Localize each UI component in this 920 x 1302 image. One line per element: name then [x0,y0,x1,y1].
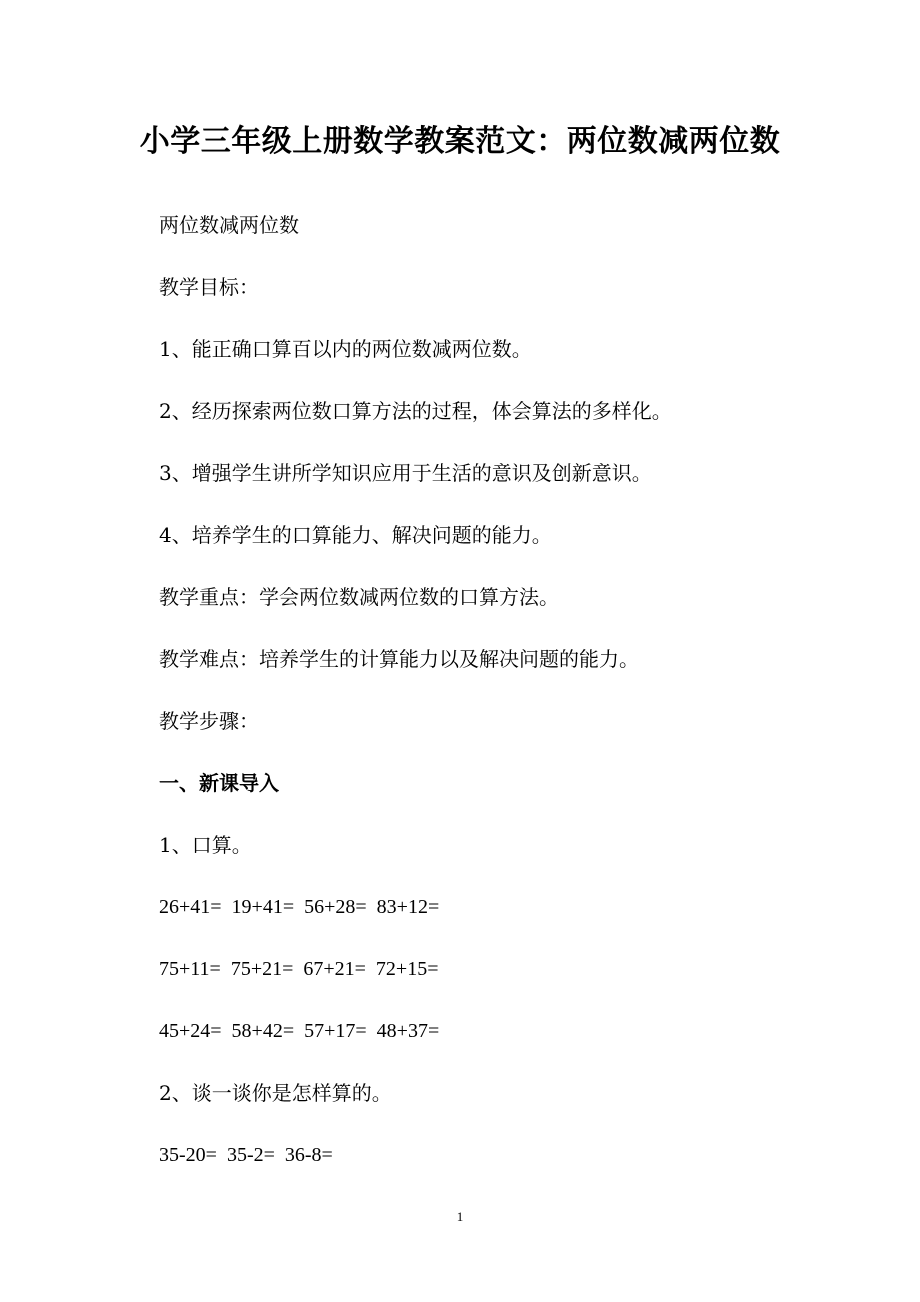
objective-item-2: 2、经历探索两位数口算方法的过程，体会算法的多样化。 [159,399,672,423]
exercise-row-4: 35-20= 35-2= 36-8= [159,1144,333,1166]
objective-item-1: 1、能正确口算百以内的两位数减两位数。 [159,337,532,361]
section-heading-intro: 一、新课导入 [159,771,279,795]
objective-item-4: 4、培养学生的口算能力、解决问题的能力。 [159,523,552,547]
objectives-heading: 教学目标： [159,275,259,299]
exercise-row-1: 26+41= 19+41= 56+28= 83+12= [159,896,440,918]
steps-heading: 教学步骤： [159,709,259,733]
key-point-line: 教学重点：学会两位数减两位数的口算方法。 [159,585,559,609]
step-item-discuss: 2、谈一谈你是怎样算的。 [159,1081,392,1105]
exercise-row-3: 45+24= 58+42= 57+17= 48+37= [159,1020,440,1042]
document-title: 小学三年级上册数学教案范文：两位数减两位数 [139,124,781,159]
step-item-oral-calc: 1、口算。 [159,833,252,857]
subtitle-line: 两位数减两位数 [159,213,299,237]
objective-item-3: 3、增强学生讲所学知识应用于生活的意识及创新意识。 [159,461,652,485]
document-body [159,211,839,1203]
exercise-row-2: 75+11= 75+21= 67+21= 72+15= [159,958,439,980]
page-number: 1 [456,1209,464,1224]
difficulty-line: 教学难点：培养学生的计算能力以及解决问题的能力。 [159,647,639,671]
